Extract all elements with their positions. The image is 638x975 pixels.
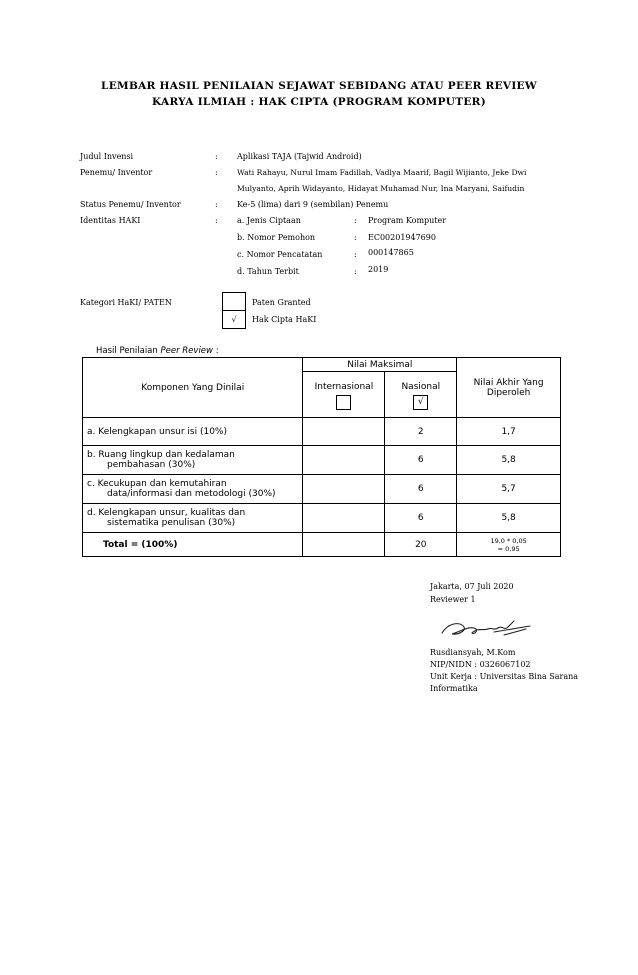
identitas-value: 000147865	[368, 248, 414, 257]
judul-label: Judul Invensi	[80, 152, 134, 161]
hak-cipta-label: Hak Cipta HaKI	[252, 315, 317, 324]
reviewer-role: Reviewer 1	[430, 595, 476, 604]
colon: :	[354, 250, 357, 259]
nilai-akhir-cell: 5,8	[457, 446, 561, 475]
hasil-label-suffix: :	[213, 346, 219, 356]
komponen-line-1: c. Kecukupan dan kemutahiran	[87, 479, 227, 489]
colon: :	[215, 216, 218, 225]
total-label: Total = (100%)	[83, 533, 303, 557]
internasional-label: Internasional	[314, 381, 374, 392]
nasional-label: Nasional	[401, 381, 441, 392]
handwritten-signature	[438, 615, 534, 641]
nasional-cell: 6	[385, 475, 457, 504]
table-row	[83, 475, 561, 504]
penemu-label: Penemu/ Inventor	[80, 168, 153, 177]
identitas-value: EC00201947690	[368, 233, 436, 242]
document-title-line-2: KARYA ILMIAH : HAK CIPTA (PROGRAM KOMPUTER)	[152, 96, 486, 108]
reviewer-unit-line-2: Informatika	[430, 684, 478, 693]
table-row	[83, 446, 561, 475]
colon: :	[215, 200, 218, 209]
komponen-header: Komponen Yang Dinilai	[83, 358, 303, 418]
status-label: Status Penemu/ Inventor	[80, 200, 181, 209]
internasional-cell	[303, 504, 385, 533]
status-value: Ke-5 (lima) dari 9 (sembilan) Penemu	[237, 200, 389, 209]
nilai-akhir-header-line-2: Diperoleh	[486, 387, 531, 398]
colon: :	[354, 233, 357, 242]
internasional-cell	[303, 446, 385, 475]
komponen-line-1: b. Ruang lingkup dan kedalaman	[87, 450, 235, 460]
komponen-line-2: data/informasi dan metodologi (30%)	[107, 489, 276, 499]
nilai-akhir-cell: 5,7	[457, 475, 561, 504]
place-date: Jakarta, 07 Juli 2020	[430, 582, 514, 591]
total-akhir-line-2: = 0,95	[497, 544, 520, 553]
komponen-line-2: sistematika penulisan (30%)	[107, 518, 236, 528]
hak-cipta-checkbox[interactable]: √	[222, 310, 246, 329]
table-row	[83, 504, 561, 533]
colon: :	[354, 216, 357, 225]
komponen-line-1: d. Kelengkapan unsur, kualitas dan	[87, 508, 246, 518]
reviewer-nip: NIP/NIDN : 0326067102	[430, 660, 531, 669]
identitas-key: c. Nomor Pencatatan	[237, 250, 323, 259]
kategori-label: Kategori HaKI/ PATEN	[80, 298, 172, 307]
reviewer-unit-line-1: Unit Kerja : Universitas Bina Sarana	[430, 672, 579, 681]
total-akhir-line-1: 19,0 * 0,05	[490, 536, 527, 545]
evaluation-table	[82, 357, 561, 557]
colon: :	[354, 267, 357, 276]
total-nilai-akhir	[457, 533, 561, 557]
colon: :	[215, 168, 218, 177]
identitas-key: a. Jenis Ciptaan	[237, 216, 301, 225]
identitas-value: 2019	[368, 265, 389, 274]
hasil-label-italic: Peer Review	[160, 346, 213, 356]
nasional-cell: 6	[385, 504, 457, 533]
komponen-cell	[83, 418, 303, 446]
identitas-value: Program Komputer	[368, 216, 447, 225]
penemu-value-line-1: Wati Rahayu, Nurul Imam Fadillah, Vadlya Maarif, Bagil Wijianto, Jeke Dwi	[237, 168, 527, 177]
judul-value: Aplikasi TAJA (Tajwid Android)	[237, 152, 362, 161]
reviewer-name: Rusdiansyah, M.Kom	[430, 648, 516, 657]
internasional-checkbox[interactable]	[336, 395, 351, 410]
total-nasional: 20	[385, 533, 457, 557]
total-row	[83, 533, 561, 557]
identitas-key: b. Nomor Pemohon	[237, 233, 316, 242]
nilai-akhir-header-line-1: Nilai Akhir Yang	[473, 377, 544, 388]
document-title-line-1: LEMBAR HASIL PENILAIAN SEJAWAT SEBIDANG ATAU PEER REVIEW	[101, 80, 537, 92]
paten-granted-label: Paten Granted	[252, 298, 311, 307]
nilai-maksimal-header: Nilai Maksimal	[303, 358, 457, 372]
internasional-cell	[303, 533, 385, 557]
komponen-cell	[83, 504, 303, 533]
penemu-value-line-2: Mulyanto, Aprih Widayanto, Hidayat Muhamad Nur, Ina Maryani, Saifudin	[237, 184, 525, 193]
nilai-akhir-cell: 1,7	[457, 418, 561, 446]
colon: :	[215, 152, 218, 161]
nasional-header	[385, 372, 457, 418]
nilai-akhir-cell: 5,8	[457, 504, 561, 533]
nasional-cell: 6	[385, 446, 457, 475]
internasional-header	[303, 372, 385, 418]
komponen-cell	[83, 475, 303, 504]
table-row	[83, 418, 561, 446]
hasil-label-prefix: Hasil Penilaian	[96, 346, 161, 356]
hasil-penilaian-label	[96, 346, 219, 356]
komponen-line-2: pembahasan (30%)	[107, 460, 196, 470]
identitas-key: d. Tahun Terbit	[237, 267, 299, 276]
komponen-line-1: a. Kelengkapan unsur isi (10%)	[87, 426, 227, 437]
internasional-cell	[303, 418, 385, 446]
komponen-cell	[83, 446, 303, 475]
nasional-cell: 2	[385, 418, 457, 446]
paten-granted-checkbox[interactable]	[222, 292, 246, 311]
nasional-checkbox[interactable]: √	[413, 395, 428, 410]
internasional-cell	[303, 475, 385, 504]
nilai-akhir-header	[457, 358, 561, 418]
identitas-label: Identitas HAKI	[80, 216, 141, 225]
